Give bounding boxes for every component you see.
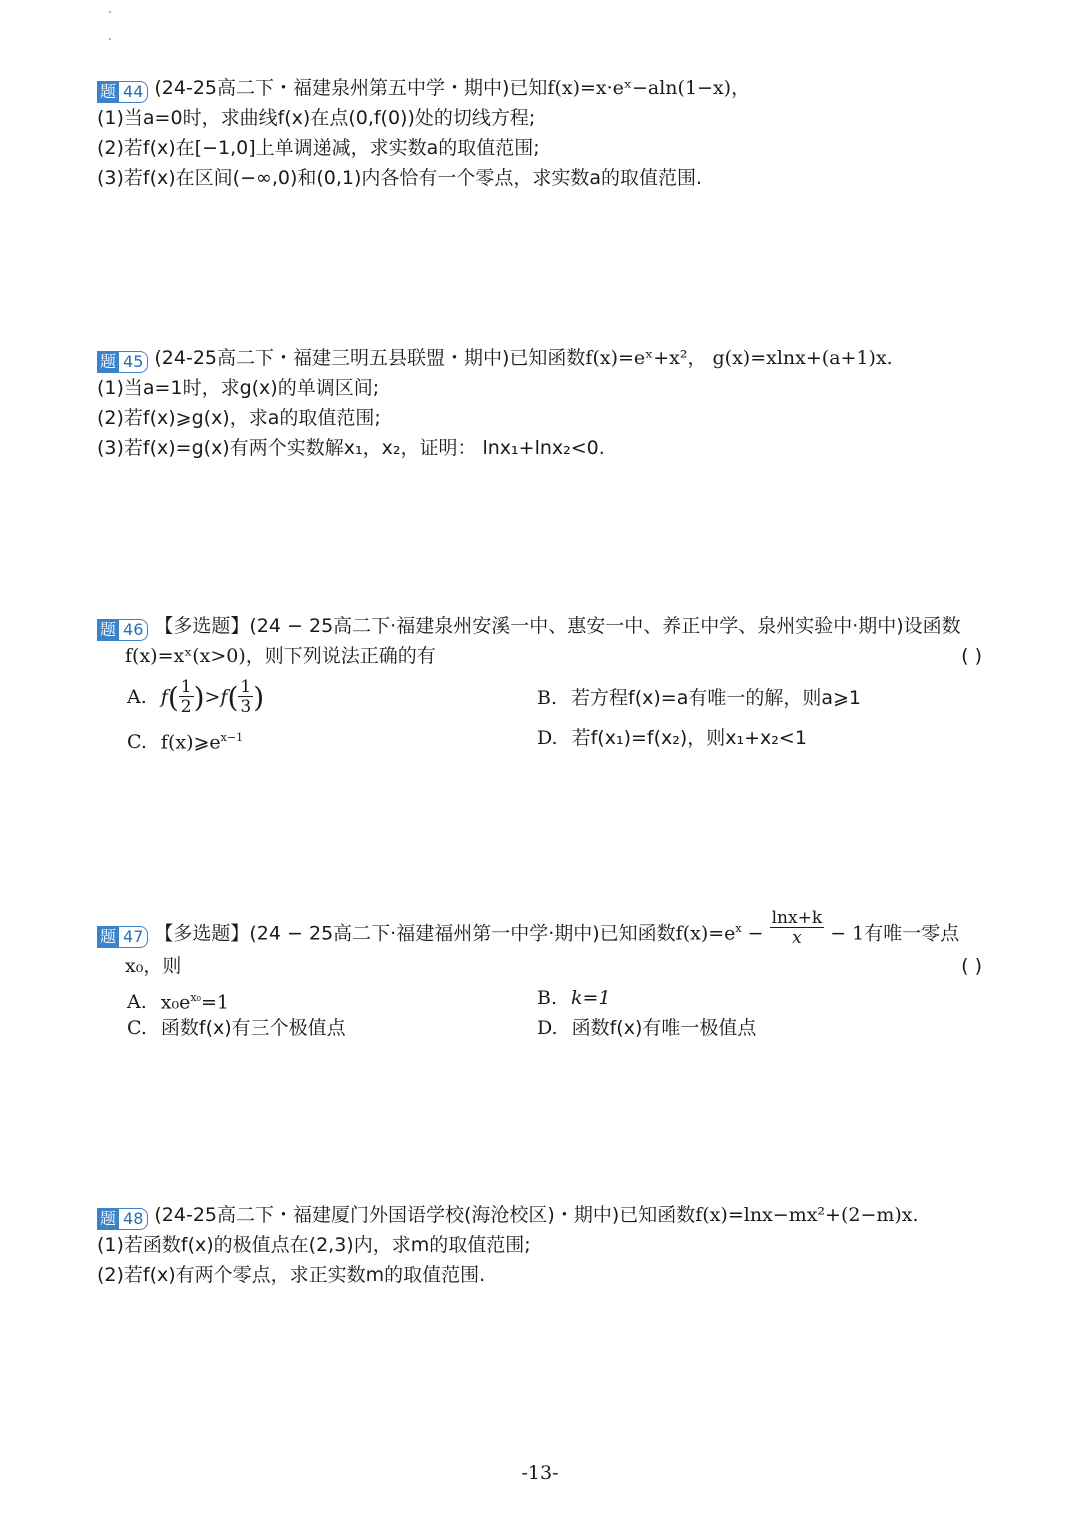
question-46-header	[97, 611, 982, 641]
question-part: (1)当a=0时，求曲线f(x)在点(0,f(0))处的切线方程;	[97, 107, 536, 129]
question-46	[97, 611, 982, 755]
question-part: (3)若f(x)在区间(−∞,0)和(0,1)内各恰有一个零点，求实数a的取值范围.	[97, 167, 703, 189]
options	[97, 671, 982, 755]
options	[97, 981, 982, 1043]
question-part: (2)若f(x)有两个零点，求正实数m的取值范围.	[97, 1264, 486, 1286]
answer-blank: ( )	[961, 955, 982, 977]
question-type: 【多选题】	[154, 615, 250, 637]
question-part: (2)若f(x)在[−1,0]上单调递减，求实数a的取值范围;	[97, 137, 540, 159]
question-44-header	[97, 73, 997, 103]
option-c: C. $f(x)⩾e^{x-1}$	[127, 731, 244, 754]
question-stem: f(x)=xˣ(x>0)，则下列说法正确的有 ( )	[97, 641, 982, 671]
question-44	[97, 73, 997, 193]
question-source: (24-25高二下・福建泉州第五中学・期中)已知	[154, 77, 548, 99]
question-number-badge: 题 45	[97, 351, 148, 373]
question-part: (1)若函数f(x)的极值点在(2,3)内，求m的取值范围;	[97, 1234, 531, 1256]
question-47-header: 题 47 【多选题】(24 − 25高二下·福建福州第一中学·期中)已知函数$f(x)=e^x$ − $\frac{\ln x+k}{x}$ − 1有唯一零点	[97, 905, 982, 953]
question-number-badge: 题 48	[97, 1208, 148, 1230]
option-c: C. 函数f(x)有三个极值点	[127, 1017, 346, 1039]
option-a: A. f( $\frac{1}{2}$ )>f( $\frac{1}{3}$ )	[127, 677, 265, 717]
option-b: B. 若方程f(x)=a有唯一的解，则a⩾1	[537, 687, 861, 709]
question-45	[97, 343, 997, 463]
question-number-badge: 题 46	[97, 619, 148, 641]
question-47	[97, 905, 982, 1043]
question-source: (24 − 25高二下·福建福州第一中学·期中)已知函数	[249, 922, 676, 945]
question-source: (24-25高二下・福建厦门外国语学校(海沧校区)・期中)已知函数	[154, 1204, 696, 1226]
function-definition: f(x)=lnx−mx²+(2−m)x.	[695, 1204, 919, 1226]
question-source: (24 − 25高二下·福建泉州安溪一中、惠安一中、养正中学、泉州实验中·期中)设函数	[249, 615, 961, 637]
option-b: B. k=1	[537, 987, 611, 1009]
page-number: -13-	[521, 1462, 559, 1484]
question-type: 【多选题】	[154, 922, 250, 945]
question-48-header	[97, 1200, 997, 1230]
scan-dot	[109, 38, 111, 40]
question-45-header	[97, 343, 997, 373]
question-part: (3)若f(x)=g(x)有两个实数解x₁，x₂，证明： lnx₁+lnx₂<0.	[97, 437, 605, 459]
question-stem: x₀，则 ( )	[97, 951, 982, 981]
function-definition: f(x)=x·eˣ−aln(1−x)，	[547, 77, 751, 99]
question-48	[97, 1200, 997, 1290]
answer-blank: ( )	[961, 645, 982, 667]
question-number-badge: 题 47	[97, 926, 148, 948]
option-d: D. 函数f(x)有唯一极值点	[537, 1017, 757, 1039]
function-definition: f(x)=eˣ+x²， g(x)=xlnx+(a+1)x.	[585, 347, 893, 369]
question-number-badge: 题 44	[97, 81, 148, 103]
option-a: A. $x_0e^{x_0}=1$	[127, 991, 229, 1014]
scan-dot	[109, 11, 111, 13]
question-part: (2)若f(x)⩾g(x)，求a的取值范围;	[97, 407, 381, 429]
option-d: D. 若f(x₁)=f(x₂)，则x₁+x₂<1	[537, 727, 807, 749]
question-source: (24-25高二下・福建三明五县联盟・期中)已知函数	[154, 347, 586, 369]
question-part: (1)当a=1时，求g(x)的单调区间;	[97, 377, 380, 399]
